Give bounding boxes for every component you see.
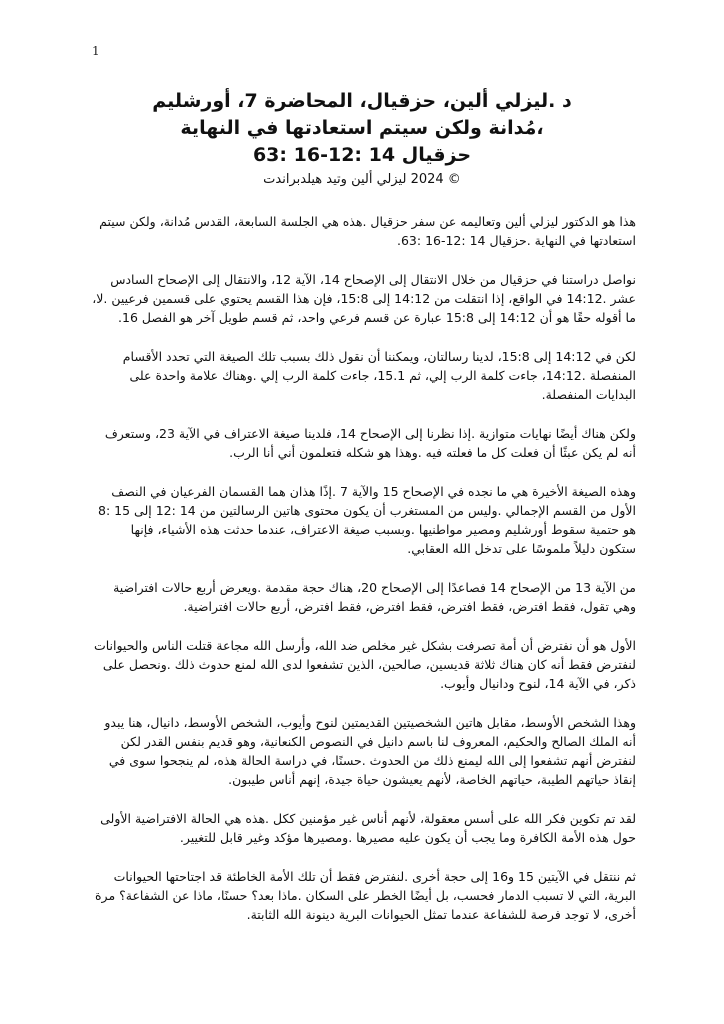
document-body [92, 212, 636, 944]
page-number: 1 [92, 44, 100, 58]
paragraph: الأول هو أن نفترض أن أمة تصرفت بشكل غير مخلص ضد الله، وأرسل الله مجاعة قتلت الناس والحيوانات لنفترض فقط أنه كان هناك ثلاثة قديسين، صالحين، الذين تشفعوا لدى الله لمنع حدوث ذلك .ونحصل على ذكر، في الآية 14، لنوح ودانيال وأيوب. [93, 638, 636, 691]
paragraph: هذا هو الدكتور ليزلي ألين وتعاليمه عن سفر حزقيال .هذه هي الجلسة السابعة، القدس مُدانة، ولكن سيتم استعادتها في النهاية .حزقيال 14 :12-16 :63. [99, 214, 636, 248]
paragraph: لقد تم تكوين فكر الله على أسس معقولة، لأنهم أناس غير مؤمنين ككل .هذه هي الحالة الافتراضية الأولى حول هذه الأمة الكافرة وما يجب أن يكون عليه مصيرها .ومصيرها مؤكد وغير قابل للتغيير. [100, 811, 636, 845]
title-line-2: ،مُدانة ولكن سيتم استعادتها في النهاية [180, 117, 544, 139]
paragraph: ولكن هناك أيضًا نهايات متوازية .إذا نظرنا إلى الإصحاح 14، فلدينا صيغة الاعتراف في الآية 23، وستعرف أنه لم يكن عبثًا أن فعلت كل ما فعلته فيه .وهذا هو شكله فتعلمون أني أنا الرب. [104, 426, 636, 460]
paragraph: وهذا الشخص الأوسط، مقابل هاتين الشخصيتين القديمتين لنوح وأيوب، الشخص الأوسط، دانيال، هنا يبدو أنه الملك الصالح والحكيم، المعروف لنا باسم دانيل في النصوص الكنعانية، وهو قديم بنفس القدر لكن لنفترض أنهم تشفعوا إلى الله ليمنع ذلك من الحدوث .حسنًا، في دراسة الحالة هذه، لم ينجحوا سوى في إنقاذ حياتهم الطيبة، حياتهم الخاصة، لأنهم يعيشون حياة جيدة، إنهم أناس طيبون. [104, 715, 636, 787]
paragraph: نواصل دراستنا في حزقيال من خلال الانتقال إلى الإصحاح 14، الآية 12، والانتقال إلى الإصحاح السادس عشر .14:12 في الواقع، إذا انتقلت من 14:12 إلى 15:8، فإن هذا القسم يحتوي على قسمين فرعيين .لا، ما أقوله حقًا هو أن 14:12 إلى 15:8 عبارة عن قسم فرعي واحد، ثم قسم طويل آخر هو الفصل 16. [92, 272, 636, 325]
paragraph: وهذه الصيغة الأخيرة هي ما نجده في الإصحاح 15 والآية 7 .إذًا هذان هما القسمان الفرعيان في النصف الأول من القسم الإجمالي .وليس من المستغرب أن يكون محتوى هاتين الرسالتين من 14 :12 إلى 15 :8 هو حتمية سقوط أورشليم ومصير مواطنيها .وبسبب صيغة الاعتراف، عندما حدثت هذه الأشياء، فإنها ستكون دليلاً ملموسًا على تدخل الله العقابي. [98, 484, 636, 556]
title-block [60, 88, 664, 189]
paragraph: ثم ننتقل في الآيتين 15 و16 إلى حجة أخرى .لنفترض فقط أن تلك الأمة الخاطئة قد اجتاحتها الحيوانات البرية، التي لا تسبب الدمار فحسب، بل أيضًا الخطر على السكان .ماذا بعد؟ حسنًا، ماذا عن الشفاعة؟ مرة أخرى، لا توجد فرصة للشفاعة عندما تمثل الحيوانات البرية دينونة الله الثابتة. [95, 869, 636, 922]
copyright-line: © 2024 ليزلي ألين وتيد هيلدبراندت [263, 172, 461, 187]
title-line-3: حزقيال 14 :12-16 :63 [252, 144, 472, 166]
title-line-1: د .ليزلي ألين، حزقيال، المحاضرة 7، أورشليم [152, 90, 572, 112]
paragraph: من الآية 13 من الإصحاح 14 فصاعدًا إلى الإصحاح 20، هناك حجة مقدمة .ويعرض أربع حالات افتراضية وهي تقول، فقط افترض، فقط افترض، فقط افترض، فقط افترض، أربع حالات افتراضية. [113, 580, 636, 614]
paragraph: لكن في 14:12 إلى 15:8، لدينا رسالتان، ويمكننا أن نقول ذلك بسبب تلك الصيغة التي تحدد الأقسام المنفصلة .14:12، جاءت كلمة الرب إلي، ثم 15.1، جاءت كلمة الرب إلي .وهناك علامة واحدة على البدايات المنفصلة. [122, 349, 636, 402]
